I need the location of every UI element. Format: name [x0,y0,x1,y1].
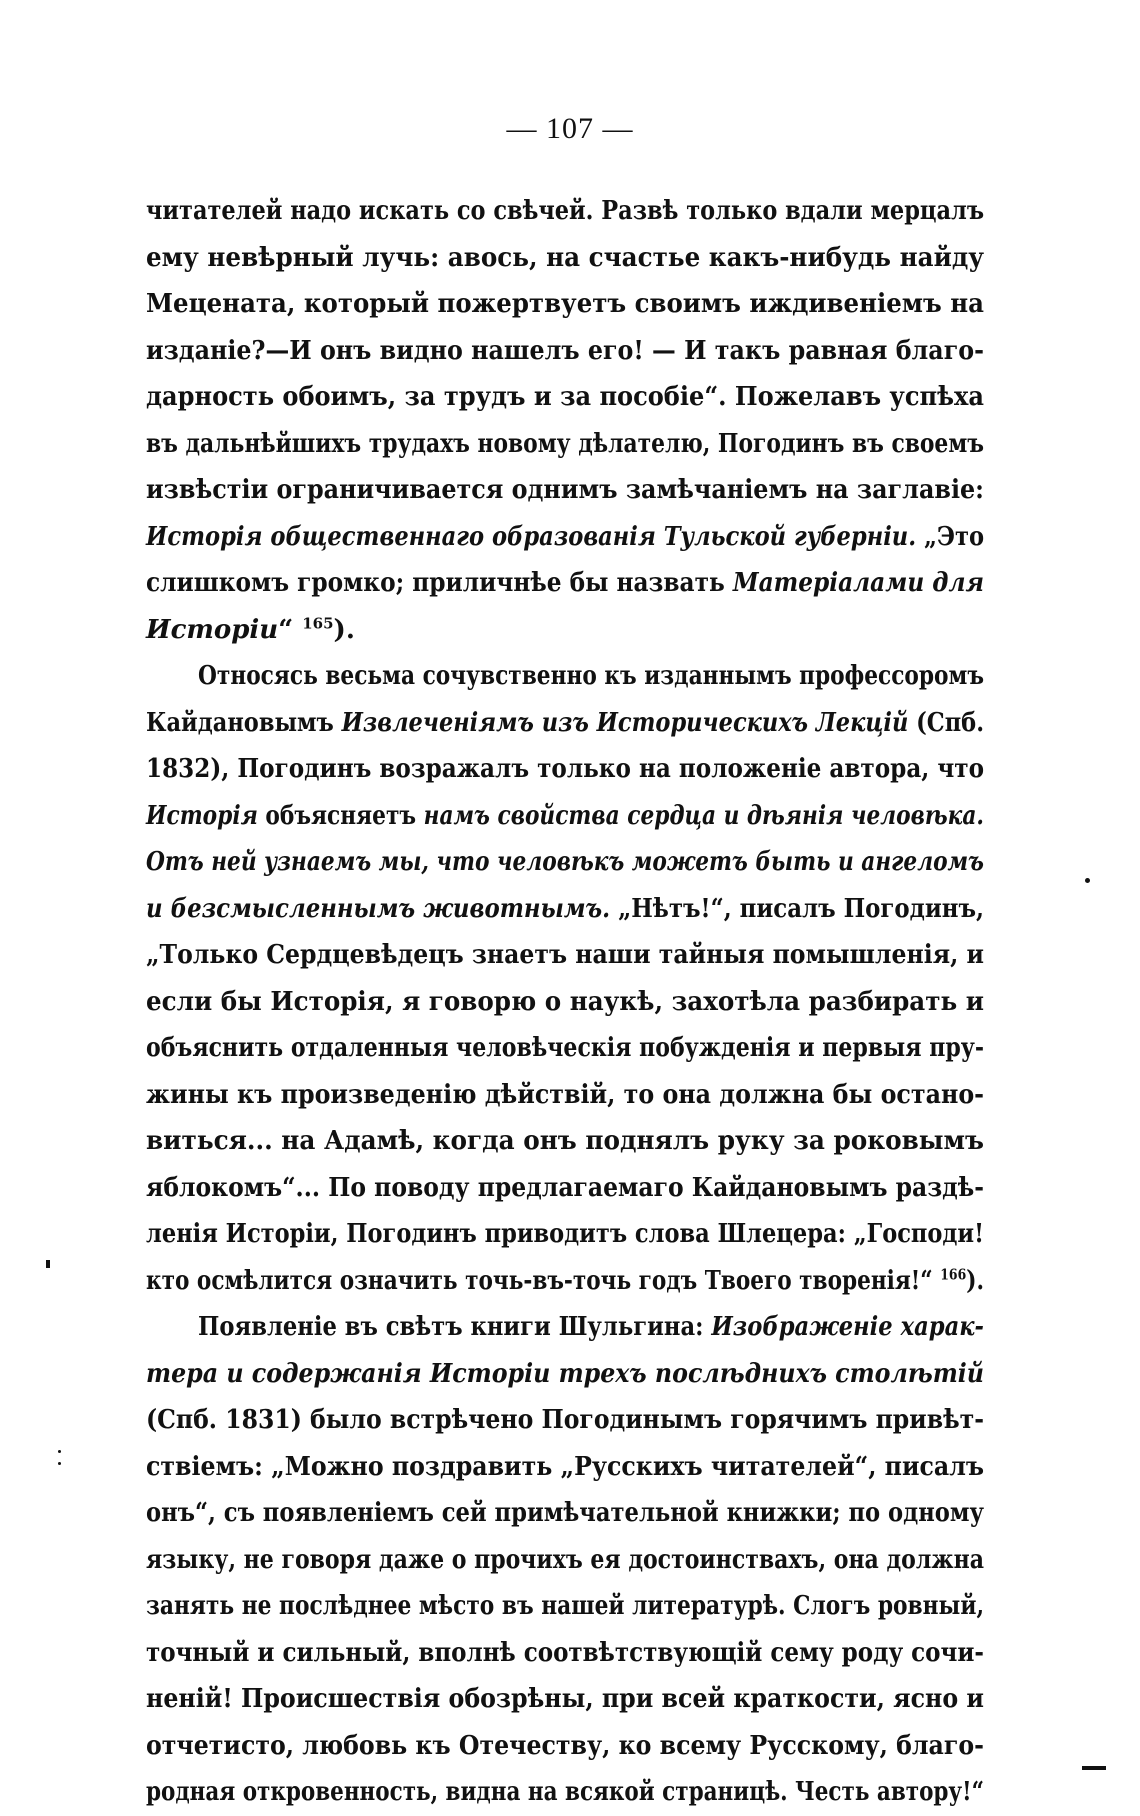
text-run: Извлеченіямъ изъ Историческихъ Лекцій [341,707,909,738]
scan-mark [1085,878,1090,883]
text-line [146,421,984,468]
text-run: Исторія общественнаго образованія Тульской губерніи. [146,521,917,552]
text-run: “ [278,614,303,645]
text-run: точный и сильный, вполнѣ соотвѣтствующій сему роду сочи- [146,1637,984,1668]
text-run: ). [966,1265,984,1296]
text-line [146,281,984,328]
text-run: ). [333,614,355,645]
page-number: — 107 — [506,112,634,145]
text-line [146,1444,984,1491]
text-line [146,235,984,282]
text-run: Исторія [146,800,258,831]
text-run: яблокомъ“... По поводу предлагаемаго Кайдановымъ раздѣ- [146,1172,985,1203]
text-run: объясняетъ [257,800,424,831]
text-run: намъ свойства сердца и дѣянія человѣка. [423,800,984,831]
text-line [146,746,984,793]
text-line [146,1676,984,1723]
text-run: родная откровенность, видна на всякой страницѣ. Честь автору!“ [146,1777,984,1807]
text-line [146,1630,984,1677]
text-run: „Нѣтъ!“, писалъ Погодинъ, [610,893,985,924]
text-line [146,607,984,654]
text-run: кто осмѣлится означить точь-въ-точь годъ Твоего творенія!“ [146,1265,941,1296]
text-run: Изображеніе харак- [711,1312,984,1342]
text-run: (Спб. 1831) было встрѣчено Погодинымъ горячимъ привѣт- [146,1405,984,1435]
text-line [146,839,984,886]
text-line [146,328,984,375]
text-run: ствіемъ: „Можно поздравить „Русскихъ читателей“, писалъ [146,1451,985,1482]
text-run: 1832), Погодинъ возражалъ только на положеніе автора, что [146,754,985,784]
text-line [146,560,984,607]
scan-mark [58,1462,61,1465]
text-line [146,1025,984,1072]
text-line [146,1072,984,1119]
text-line [146,886,984,933]
text-run: Мецената, который пожертвуетъ своимъ иждивеніемъ на [146,289,984,319]
text-line [146,1165,984,1212]
text-run: дарность обоимъ, за трудъ и за пособіе“. Пожелавъ успѣха [146,382,984,412]
text-run: читателей надо искать со свѣчей. Развѣ только вдали мерцалъ [146,196,985,226]
footnote-ref: 166 [940,1264,967,1283]
text-line [146,514,984,561]
scan-mark [58,1450,61,1453]
text-run: онъ“, съ появленіемъ сей примѣчательной книжки; по одному [146,1498,985,1528]
text-run: „Это [916,521,985,552]
scan-mark [1082,1766,1106,1770]
text-run: тера и содержанія Исторіи трехъ послѣднихъ столѣтій [146,1358,985,1389]
text-run: отчетисто, любовь къ Отечеству, ко всему Русскому, благо- [146,1730,984,1761]
text-run: Появленіе въ свѣтъ книги Шульгина: [198,1312,712,1342]
text-line [146,188,984,235]
text-run: объяснить отдаленныя человѣческія побужденія и первыя пру- [146,1033,985,1063]
text-run: занять не послѣднее мѣсто въ нашей литературѣ. Слогъ ровный, [146,1591,985,1621]
body-text [146,188,984,1816]
text-run: и безсмысленнымъ животнымъ. [146,893,611,924]
text-run: виться... на Адамѣ, когда онъ поднялъ руку за роковымъ [146,1126,984,1156]
text-run: Матеріалами для [732,568,984,598]
text-line [146,932,984,979]
text-run: Исторіи [146,614,279,645]
text-line [146,1351,984,1398]
text-line [146,1258,984,1305]
scan-mark [46,1260,50,1268]
text-run: изданіе?—И онъ видно нашелъ его! — И такъ равная благо- [146,335,984,366]
text-line [146,979,984,1026]
text-line [146,1118,984,1165]
text-line [146,1397,984,1444]
text-line [146,1211,984,1258]
text-run: ленія Исторіи, Погодинъ приводитъ слова Шлецера: „Господи! [146,1219,984,1249]
text-run: неній! Происшествія обозрѣны, при всей краткости, ясно и [146,1684,984,1714]
text-line [146,467,984,514]
text-line [146,1583,984,1630]
text-run: ему невѣрный лучь: авось, на счастье какъ-нибудь найду [146,242,985,273]
text-line [146,1304,984,1351]
text-line [146,1723,984,1770]
text-line [146,700,984,747]
text-run: языку, не говоря даже о прочихъ ея достоинствахъ, она должна [146,1544,984,1575]
text-run: Отъ ней узнаемъ мы, что человѣкъ можетъ быть и ангеломъ [146,847,984,877]
text-run: извѣстіи ограничивается однимъ замѣчаніемъ на заглавіе: [146,475,984,505]
text-run: слишкомъ громко; приличнѣе бы назвать [146,568,733,598]
text-line [146,653,984,700]
text-run: „Только Сердцевѣдецъ знаетъ наши тайныя помышленія, и [146,940,984,970]
text-line [146,793,984,840]
text-line [146,374,984,421]
text-run: (Спб. [908,707,985,738]
footnote-ref: 165 [302,613,334,632]
text-run: если бы Исторія, я говорю о наукѣ, захотѣла разбирать и [146,986,984,1017]
text-line [146,1769,984,1816]
text-run: Относясь весьма сочувственно къ изданнымъ профессоромъ [198,661,984,691]
text-line [146,1537,984,1584]
text-run: Кайдановымъ [146,707,342,738]
text-run: жины къ произведенію дѣйствій, то она должна бы остано- [146,1079,985,1110]
text-run: въ дальнѣйшихъ трудахъ новому дѣлателю, Погодинъ въ своемъ [146,428,984,459]
text-line [146,1490,984,1537]
